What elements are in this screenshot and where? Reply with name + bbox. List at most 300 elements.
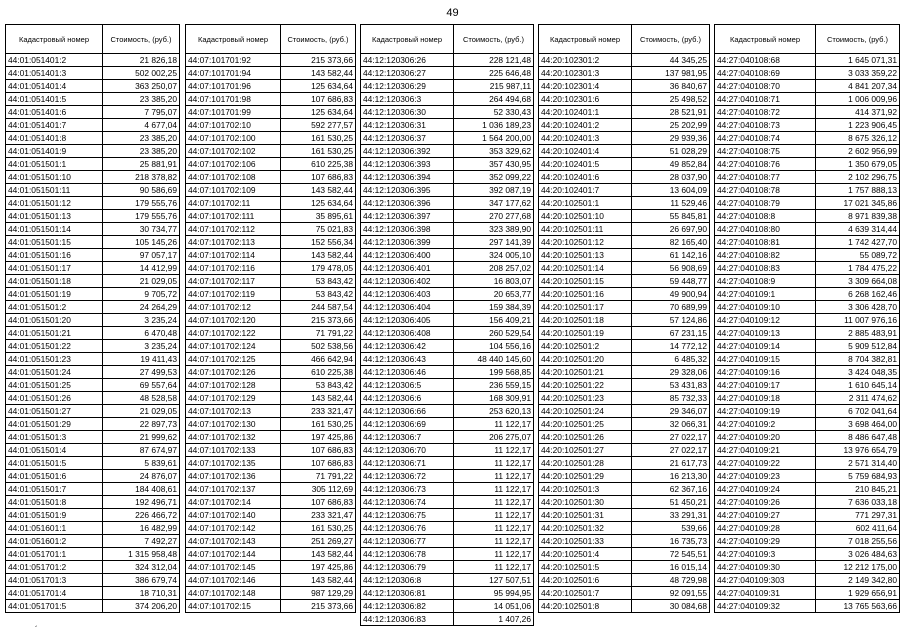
- cost-cell: 2 102 296,75: [816, 171, 900, 184]
- cost-cell: 3 306 428,70: [816, 301, 900, 314]
- cost-cell: 21 617,73: [632, 457, 710, 470]
- cadastral-number-cell: 44:12:120306:46: [361, 366, 454, 379]
- cadastral-number-cell: 44:07:101702:148: [186, 587, 281, 600]
- cadastral-number-cell: 44:07:101702:140: [186, 509, 281, 522]
- cadastral-number-cell: 44:01:051501:2: [6, 301, 103, 314]
- header-cost: Стоимость, (руб.): [281, 25, 356, 54]
- table-row: [539, 496, 710, 509]
- table-row: [6, 392, 180, 405]
- table-row: [361, 483, 534, 496]
- cost-cell: 24 876,07: [103, 470, 180, 483]
- cost-cell: 3 026 484,63: [816, 548, 900, 561]
- table-row: [361, 353, 534, 366]
- header-cadastral-number: Кадастровый номер: [361, 25, 454, 54]
- cadastral-number-cell: 44:27:040108:83: [715, 262, 816, 275]
- cost-cell: 25 498,52: [632, 93, 710, 106]
- table-row: [186, 262, 356, 275]
- cadastral-number-cell: 44:12:120306:79: [361, 561, 454, 574]
- cost-cell: 363 250,07: [103, 80, 180, 93]
- cadastral-number-cell: 44:12:120306:75: [361, 509, 454, 522]
- cost-cell: 502 002,25: [103, 67, 180, 80]
- table-row: [361, 275, 534, 288]
- table-row: [361, 249, 534, 262]
- table-row: [186, 93, 356, 106]
- cadastral-number-cell: 44:07:101702:12: [186, 301, 281, 314]
- table-row: [6, 158, 180, 171]
- cadastral-number-cell: 44:01:051501:18: [6, 275, 103, 288]
- table-row: [361, 210, 534, 223]
- cost-cell: 71 791,22: [281, 327, 356, 340]
- cadastral-number-cell: 44:27:040108:73: [715, 119, 816, 132]
- cadastral-number-cell: 44:07:101702:130: [186, 418, 281, 431]
- cost-cell: 197 425,86: [281, 561, 356, 574]
- table-row: [539, 132, 710, 145]
- cadastral-number-cell: 44:07:101701:96: [186, 80, 281, 93]
- cost-cell: 161 530,25: [281, 418, 356, 431]
- table-row: [186, 158, 356, 171]
- cost-cell: 610 225,38: [281, 366, 356, 379]
- table-row: [186, 379, 356, 392]
- cadastral-number-cell: 44:12:120306:5: [361, 379, 454, 392]
- cadastral-number-cell: 44:20:102501:11: [539, 223, 632, 236]
- cadastral-number-cell: 44:01:051501:7: [6, 483, 103, 496]
- cost-cell: 236 559,15: [454, 379, 534, 392]
- cost-cell: 3 235,24: [103, 314, 180, 327]
- cadastral-number-cell: 44:12:120306:402: [361, 275, 454, 288]
- cost-cell: 206 275,07: [454, 431, 534, 444]
- cost-cell: 11 122,17: [454, 483, 534, 496]
- cadastral-number-cell: 44:01:051701:4: [6, 587, 103, 600]
- table-row: [715, 93, 900, 106]
- cost-cell: 52 330,43: [454, 106, 534, 119]
- cost-cell: 6 702 041,64: [816, 405, 900, 418]
- table-row: [186, 353, 356, 366]
- cadastral-number-cell: 44:07:101702:112: [186, 223, 281, 236]
- table-row: [361, 54, 534, 67]
- table-row: [361, 405, 534, 418]
- table-row: [186, 106, 356, 119]
- cost-cell: 386 679,74: [103, 574, 180, 587]
- table-row: [361, 561, 534, 574]
- cost-cell: 11 122,17: [454, 496, 534, 509]
- table-row: [6, 288, 180, 301]
- cost-cell: 62 367,16: [632, 483, 710, 496]
- table-row: [361, 132, 534, 145]
- cadastral-number-cell: 44:27:040108:69: [715, 67, 816, 80]
- cost-cell: 107 686,83: [281, 496, 356, 509]
- table-row: [186, 600, 356, 613]
- cadastral-number-cell: 44:27:040109:24: [715, 483, 816, 496]
- cadastral-number-cell: 44:27:040108:79: [715, 197, 816, 210]
- cadastral-number-cell: 44:27:040108:8: [715, 210, 816, 223]
- cadastral-number-cell: 44:12:120306:71: [361, 457, 454, 470]
- cost-cell: 179 555,76: [103, 210, 180, 223]
- cost-cell: 53 843,42: [281, 379, 356, 392]
- table-row: [6, 483, 180, 496]
- cost-cell: 11 122,17: [454, 418, 534, 431]
- cadastral-number-cell: 44:07:101701:98: [186, 93, 281, 106]
- cost-cell: 55 089,72: [816, 249, 900, 262]
- table-row: [361, 470, 534, 483]
- cadastral-number-cell: 44:27:040109:21: [715, 444, 816, 457]
- table-row: [539, 444, 710, 457]
- cadastral-number-cell: 44:12:120306:66: [361, 405, 454, 418]
- cadastral-number-cell: 44:07:101702:11: [186, 197, 281, 210]
- cadastral-number-cell: 44:07:101702:124: [186, 340, 281, 353]
- cost-cell: 539,66: [632, 522, 710, 535]
- table-row: [715, 470, 900, 483]
- table-row: [539, 184, 710, 197]
- cost-cell: 1 564 200,00: [454, 132, 534, 145]
- cadastral-number-cell: 44:20:102401:5: [539, 158, 632, 171]
- cadastral-number-cell: 44:07:101702:142: [186, 522, 281, 535]
- cost-cell: 85 732,33: [632, 392, 710, 405]
- cost-cell: 374 206,20: [103, 600, 180, 613]
- cadastral-number-cell: 44:20:102501:2: [539, 340, 632, 353]
- cadastral-number-cell: 44:12:120306:78: [361, 548, 454, 561]
- table-row: [361, 600, 534, 613]
- table-row: [186, 80, 356, 93]
- cost-cell: 16 803,07: [454, 275, 534, 288]
- cadastral-number-cell: 44:07:101702:132: [186, 431, 281, 444]
- cadastral-number-cell: 44:07:101702:135: [186, 457, 281, 470]
- cost-cell: 67 231,15: [632, 327, 710, 340]
- table-row: [186, 509, 356, 522]
- cost-cell: 6 268 162,46: [816, 288, 900, 301]
- cadastral-number-cell: 44:01:051501:4: [6, 444, 103, 457]
- cadastral-number-cell: 44:27:040109:17: [715, 379, 816, 392]
- cadastral-number-cell: 44:20:102401:4: [539, 145, 632, 158]
- cadastral-number-cell: 44:07:101702:15: [186, 600, 281, 613]
- table-row: [715, 301, 900, 314]
- cadastral-number-cell: 44:01:051501:15: [6, 236, 103, 249]
- cadastral-number-cell: 44:20:102501:15: [539, 275, 632, 288]
- table-row: [6, 457, 180, 470]
- page-number: 49: [446, 7, 459, 19]
- cadastral-number-cell: 44:20:102501:5: [539, 561, 632, 574]
- cadastral-number-cell: 44:01:051501:21: [6, 327, 103, 340]
- cadastral-number-cell: 44:20:102501:6: [539, 574, 632, 587]
- cadastral-number-cell: 44:01:051501:6: [6, 470, 103, 483]
- cost-cell: 29 939,36: [632, 132, 710, 145]
- cadastral-number-cell: 44:07:101702:122: [186, 327, 281, 340]
- cost-cell: 466 642,94: [281, 353, 356, 366]
- table-row: [715, 509, 900, 522]
- cadastral-number-cell: 44:27:040109:18: [715, 392, 816, 405]
- cost-cell: 14 412,99: [103, 262, 180, 275]
- table-row: [6, 340, 180, 353]
- cost-cell: 353 329,62: [454, 145, 534, 158]
- table-row: [715, 314, 900, 327]
- cost-cell: 5 909 512,84: [816, 340, 900, 353]
- footer-mark: ´: [35, 625, 38, 634]
- cost-cell: 8 486 647,48: [816, 431, 900, 444]
- table-row: [715, 197, 900, 210]
- cost-cell: 59 448,77: [632, 275, 710, 288]
- table-row: [6, 249, 180, 262]
- table-row: [539, 210, 710, 223]
- cadastral-number-cell: 44:27:040108:81: [715, 236, 816, 249]
- cost-cell: 7 636 033,18: [816, 496, 900, 509]
- table-row: [6, 184, 180, 197]
- cost-cell: 7 795,07: [103, 106, 180, 119]
- table-row: [715, 522, 900, 535]
- cadastral-number-cell: 44:01:051701:5: [6, 600, 103, 613]
- cadastral-number-cell: 44:27:040108:78: [715, 184, 816, 197]
- cadastral-number-cell: 44:07:101702:144: [186, 548, 281, 561]
- cadastral-number-cell: 44:27:040109:28: [715, 522, 816, 535]
- table-row: [6, 470, 180, 483]
- cadastral-number-cell: 44:12:120306:83: [361, 613, 454, 626]
- cost-cell: 53 431,83: [632, 379, 710, 392]
- cost-cell: 23 385,20: [103, 132, 180, 145]
- table-row: [715, 288, 900, 301]
- table-row: [186, 392, 356, 405]
- cadastral-number-cell: 44:07:101702:106: [186, 158, 281, 171]
- table-row: [715, 249, 900, 262]
- cost-cell: 3 309 664,08: [816, 275, 900, 288]
- cost-cell: 208 257,02: [454, 262, 534, 275]
- cadastral-number-cell: 44:01:051501:29: [6, 418, 103, 431]
- cadastral-number-cell: 44:01:051401:7: [6, 119, 103, 132]
- cadastral-number-cell: 44:01:051501:10: [6, 171, 103, 184]
- table-row: [539, 275, 710, 288]
- table-row: [539, 574, 710, 587]
- table-row: [539, 145, 710, 158]
- table-row: [186, 210, 356, 223]
- header-cadastral-number: Кадастровый номер: [715, 25, 816, 54]
- header-cost: Стоимость, (руб.): [632, 25, 710, 54]
- cost-cell: 225 646,48: [454, 67, 534, 80]
- cadastral-number-cell: 44:27:040108:82: [715, 249, 816, 262]
- table-row: [186, 574, 356, 587]
- cadastral-number-cell: 44:07:101702:10: [186, 119, 281, 132]
- cadastral-number-cell: 44:01:051501:3: [6, 431, 103, 444]
- cadastral-number-cell: 44:07:101702:145: [186, 561, 281, 574]
- cost-cell: 20 653,77: [454, 288, 534, 301]
- table-row: [361, 379, 534, 392]
- cadastral-number-cell: 44:27:040109:31: [715, 587, 816, 600]
- cadastral-number-cell: 44:27:040109:12: [715, 314, 816, 327]
- cost-cell: 21 826,18: [103, 54, 180, 67]
- cost-cell: 33 291,31: [632, 509, 710, 522]
- cost-cell: 324 312,04: [103, 561, 180, 574]
- cadastral-number-cell: 44:01:051501:16: [6, 249, 103, 262]
- table-row: [715, 171, 900, 184]
- cadastral-number-cell: 44:27:040108:70: [715, 80, 816, 93]
- cadastral-number-cell: 44:01:051501:19: [6, 288, 103, 301]
- table-row: [539, 405, 710, 418]
- cost-cell: 143 582,44: [281, 249, 356, 262]
- cost-cell: 184 408,61: [103, 483, 180, 496]
- table-row: [6, 223, 180, 236]
- cost-cell: 215 987,11: [454, 80, 534, 93]
- cadastral-number-cell: 44:20:102501:30: [539, 496, 632, 509]
- cadastral-number-cell: 44:07:101702:137: [186, 483, 281, 496]
- cost-cell: 305 112,69: [281, 483, 356, 496]
- table-row: [186, 587, 356, 600]
- cadastral-number-cell: 44:12:120306:397: [361, 210, 454, 223]
- cadastral-number-cell: 44:20:102501:8: [539, 600, 632, 613]
- table-row: [186, 54, 356, 67]
- header-cadastral-number: Кадастровый номер: [186, 25, 281, 54]
- cost-cell: 11 122,17: [454, 457, 534, 470]
- cost-cell: 143 582,44: [281, 392, 356, 405]
- table-row: [361, 509, 534, 522]
- table-row: [715, 236, 900, 249]
- cost-cell: 11 122,17: [454, 522, 534, 535]
- cost-cell: 143 582,44: [281, 548, 356, 561]
- table-row: [539, 301, 710, 314]
- cost-cell: 30 084,68: [632, 600, 710, 613]
- cadastral-number-cell: 44:27:040109:303: [715, 574, 816, 587]
- cost-cell: 2 311 474,62: [816, 392, 900, 405]
- table-row: [539, 197, 710, 210]
- cadastral-number-cell: 44:27:040108:74: [715, 132, 816, 145]
- table-row: [361, 223, 534, 236]
- cost-cell: 27 022,17: [632, 444, 710, 457]
- cost-cell: 22 897,73: [103, 418, 180, 431]
- cost-cell: 4 677,04: [103, 119, 180, 132]
- cadastral-number-cell: 44:20:102501:10: [539, 210, 632, 223]
- cadastral-number-cell: 44:20:102501:19: [539, 327, 632, 340]
- table-row: [361, 587, 534, 600]
- cost-cell: 19 411,43: [103, 353, 180, 366]
- tables-container: [5, 24, 900, 624]
- table-row: [715, 587, 900, 600]
- cost-cell: 70 689,99: [632, 301, 710, 314]
- cadastral-number-cell: 44:07:101702:113: [186, 236, 281, 249]
- table-row: [186, 483, 356, 496]
- cost-cell: 21 029,05: [103, 275, 180, 288]
- table-row: [186, 275, 356, 288]
- cadastral-number-cell: 44:20:102401:2: [539, 119, 632, 132]
- table-row: [6, 379, 180, 392]
- cadastral-number-cell: 44:12:120306:37: [361, 132, 454, 145]
- table-row: [6, 145, 180, 158]
- cadastral-number-cell: 44:20:102501:25: [539, 418, 632, 431]
- cost-cell: 260 529,54: [454, 327, 534, 340]
- cost-cell: 125 634,64: [281, 106, 356, 119]
- table-row: [186, 132, 356, 145]
- cost-cell: 23 385,20: [103, 93, 180, 106]
- cadastral-number-cell: 44:20:102501:3: [539, 483, 632, 496]
- table-row: [715, 496, 900, 509]
- cost-cell: 152 556,34: [281, 236, 356, 249]
- table-row: [715, 106, 900, 119]
- table-row: [6, 327, 180, 340]
- cost-cell: 107 686,83: [281, 93, 356, 106]
- table-row: [361, 301, 534, 314]
- cost-cell: 104 556,16: [454, 340, 534, 353]
- cadastral-number-cell: 44:07:101701:99: [186, 106, 281, 119]
- cadastral-number-cell: 44:20:102301:4: [539, 80, 632, 93]
- header-cadastral-number: Кадастровый номер: [6, 25, 103, 54]
- cost-cell: 69 557,64: [103, 379, 180, 392]
- cost-cell: 244 587,54: [281, 301, 356, 314]
- cost-cell: 71 791,22: [281, 470, 356, 483]
- table-row: [6, 67, 180, 80]
- header-cost: Стоимость, (руб.): [103, 25, 180, 54]
- cadastral-number-cell: 44:27:040109:30: [715, 561, 816, 574]
- cadastral-number-cell: 44:01:051401:5: [6, 93, 103, 106]
- cost-cell: 90 586,69: [103, 184, 180, 197]
- table-row: [6, 587, 180, 600]
- cadastral-number-cell: 44:07:101702:108: [186, 171, 281, 184]
- cadastral-number-cell: 44:27:040109:13: [715, 327, 816, 340]
- cost-cell: 324 005,10: [454, 249, 534, 262]
- header-cost: Стоимость, (руб.): [816, 25, 900, 54]
- cost-cell: 357 430,95: [454, 158, 534, 171]
- cost-cell: 210 845,21: [816, 483, 900, 496]
- table-row: [6, 600, 180, 613]
- table-row: [6, 210, 180, 223]
- cost-cell: 16 735,73: [632, 535, 710, 548]
- table-row: [715, 405, 900, 418]
- table-row: [361, 184, 534, 197]
- cost-cell: 87 674,97: [103, 444, 180, 457]
- cadastral-number-cell: 44:12:120306:405: [361, 314, 454, 327]
- cadastral-number-cell: 44:20:102501:27: [539, 444, 632, 457]
- cadastral-number-cell: 44:12:120306:404: [361, 301, 454, 314]
- table-row: [6, 405, 180, 418]
- cost-cell: 1 006 009,96: [816, 93, 900, 106]
- cost-cell: 57 124,86: [632, 314, 710, 327]
- table-row: [186, 457, 356, 470]
- cadastral-number-cell: 44:01:051601:2: [6, 535, 103, 548]
- table-row: [6, 197, 180, 210]
- cost-cell: 3 235,24: [103, 340, 180, 353]
- cost-cell: 11 122,17: [454, 561, 534, 574]
- table-row: [186, 184, 356, 197]
- table-row: [186, 288, 356, 301]
- cost-cell: 987 129,29: [281, 587, 356, 600]
- table-row: [715, 340, 900, 353]
- header-cost: Стоимость, (руб.): [454, 25, 534, 54]
- cost-cell: 25 881,91: [103, 158, 180, 171]
- cadastral-number-cell: 44:27:040109:29: [715, 535, 816, 548]
- cost-cell: 61 142,16: [632, 249, 710, 262]
- table-row: [186, 418, 356, 431]
- cadastral-number-cell: 44:27:040109:19: [715, 405, 816, 418]
- cadastral-number-cell: 44:20:102401:6: [539, 171, 632, 184]
- cadastral-number-cell: 44:20:102501:14: [539, 262, 632, 275]
- cost-cell: 159 384,39: [454, 301, 534, 314]
- table-row: [186, 522, 356, 535]
- cadastral-number-cell: 44:27:040108:72: [715, 106, 816, 119]
- cadastral-number-cell: 44:07:101702:125: [186, 353, 281, 366]
- cadastral-number-cell: 44:27:040109:32: [715, 600, 816, 613]
- cadastral-number-cell: 44:01:051501:22: [6, 340, 103, 353]
- cost-cell: 771 297,31: [816, 509, 900, 522]
- cadastral-number-cell: 44:01:051501:5: [6, 457, 103, 470]
- table-row: [539, 522, 710, 535]
- table-row: [539, 158, 710, 171]
- table-row: [186, 197, 356, 210]
- table-row: [539, 535, 710, 548]
- table-row: [186, 327, 356, 340]
- cost-cell: 226 466,72: [103, 509, 180, 522]
- cost-cell: 28 037,90: [632, 171, 710, 184]
- cost-cell: 161 530,25: [281, 145, 356, 158]
- table-row: [186, 67, 356, 80]
- table-row: [715, 379, 900, 392]
- cost-cell: 12 212 175,00: [816, 561, 900, 574]
- table-row: [715, 210, 900, 223]
- cost-cell: 125 634,64: [281, 197, 356, 210]
- table-row: [186, 561, 356, 574]
- cadastral-number-cell: 44:07:101702:120: [186, 314, 281, 327]
